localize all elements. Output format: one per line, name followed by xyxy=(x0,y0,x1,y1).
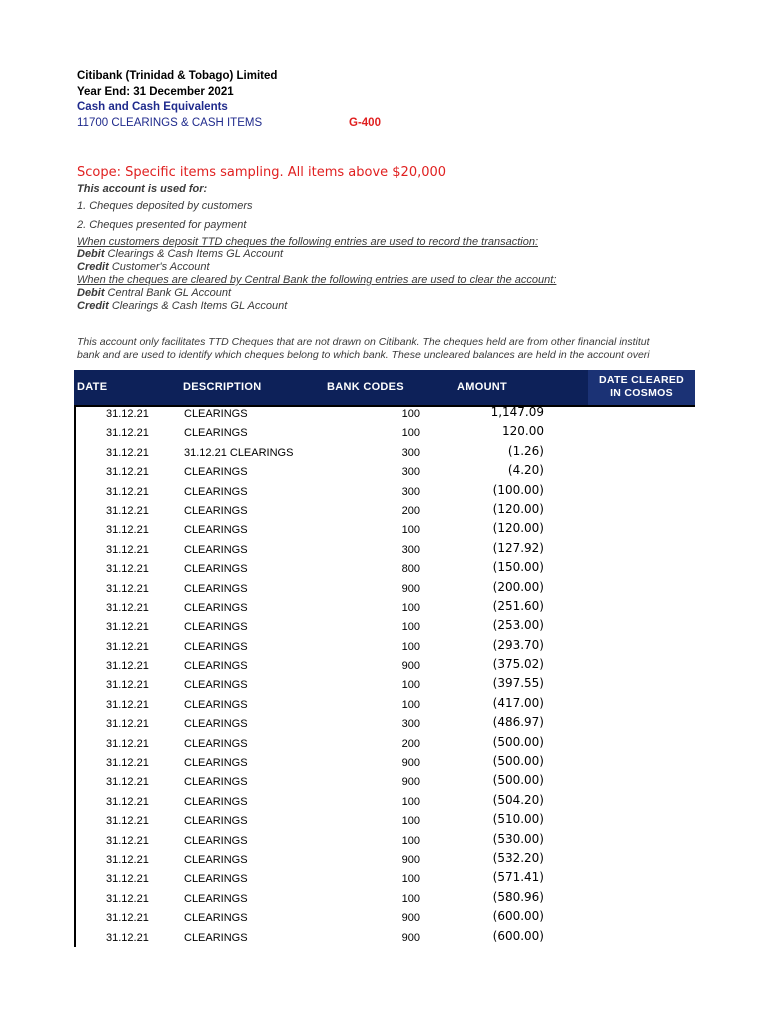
column-header-date-cleared[interactable] xyxy=(588,370,695,405)
cell-description: CLEARINGS xyxy=(184,892,248,905)
cell-date: 31.12.21 xyxy=(106,485,149,498)
cell-amount: (571.41) xyxy=(492,870,544,885)
column-header-date-cleared-line1: DATE CLEARED xyxy=(598,374,685,386)
cell-date: 31.12.21 xyxy=(106,698,149,711)
cell-amount: (504.20) xyxy=(492,792,544,807)
column-header-amount[interactable]: AMOUNT xyxy=(457,381,508,393)
table-row[interactable] xyxy=(0,463,768,482)
entry-line xyxy=(77,261,210,273)
cell-description: CLEARINGS xyxy=(184,679,248,692)
table-row[interactable] xyxy=(0,444,768,463)
section-title: Cash and Cash Equivalents xyxy=(77,101,228,113)
reference-code: G-400 xyxy=(349,117,381,129)
cell-description: CLEARINGS xyxy=(184,776,248,789)
cell-bank-code: 900 xyxy=(401,912,420,925)
cell-bank-code: 100 xyxy=(401,640,420,653)
cell-description: CLEARINGS xyxy=(184,427,248,440)
cell-date: 31.12.21 xyxy=(106,660,149,673)
cell-amount: (417.00) xyxy=(492,695,544,710)
cell-bank-code: 900 xyxy=(401,660,420,673)
cell-amount: (500.00) xyxy=(492,734,544,749)
cell-bank-code: 300 xyxy=(401,446,420,459)
cell-amount: (532.20) xyxy=(492,850,544,865)
cell-date: 31.12.21 xyxy=(106,563,149,576)
cell-amount: 1,147.09 xyxy=(490,405,544,419)
entry-line xyxy=(77,248,283,260)
account-title: 11700 CLEARINGS & CASH ITEMS xyxy=(77,117,263,129)
table-row[interactable] xyxy=(0,502,768,521)
cell-description: CLEARINGS xyxy=(184,524,248,537)
cell-description: CLEARINGS xyxy=(184,621,248,634)
cell-bank-code: 200 xyxy=(401,504,420,517)
cell-bank-code: 100 xyxy=(401,427,420,440)
cell-bank-code: 900 xyxy=(401,582,420,595)
table-row[interactable] xyxy=(0,812,768,831)
cell-amount: (251.60) xyxy=(492,598,544,613)
cell-date: 31.12.21 xyxy=(106,892,149,905)
cell-date: 31.12.21 xyxy=(106,466,149,479)
cell-amount: (600.00) xyxy=(492,928,544,943)
note-line: bank and are used to identify which cheques belong to which bank. These uncleared balances are held in the account overi xyxy=(77,349,650,361)
table-row[interactable] xyxy=(0,541,768,560)
cell-amount: (397.55) xyxy=(492,676,544,691)
cell-bank-code: 900 xyxy=(401,757,420,770)
cell-amount: 120.00 xyxy=(502,424,544,439)
cell-date: 31.12.21 xyxy=(106,543,149,556)
cell-amount: (120.00) xyxy=(492,501,544,516)
cell-date: 31.12.21 xyxy=(106,427,149,440)
cell-amount: (127.92) xyxy=(492,540,544,555)
table-row[interactable] xyxy=(0,676,768,695)
cell-bank-code: 100 xyxy=(401,408,420,420)
company-name: Citibank (Trinidad & Tobago) Limited xyxy=(77,70,278,82)
entry-text: Central Bank GL Account xyxy=(104,287,232,299)
cell-description: CLEARINGS xyxy=(184,601,248,614)
table-row[interactable] xyxy=(0,580,768,599)
table-row[interactable] xyxy=(0,521,768,540)
entry-text: Clearings & Cash Items GL Account xyxy=(104,248,284,260)
cell-bank-code: 300 xyxy=(401,466,420,479)
cell-description: CLEARINGS xyxy=(184,698,248,711)
list-item: 1. Cheques deposited by customers xyxy=(77,200,253,212)
cell-description: CLEARINGS xyxy=(184,582,248,595)
cell-amount: (500.00) xyxy=(492,773,544,788)
table-row[interactable] xyxy=(0,735,768,754)
cell-bank-code: 100 xyxy=(401,795,420,808)
cell-date: 31.12.21 xyxy=(106,446,149,459)
cell-amount: (1.26) xyxy=(507,443,544,458)
table-row[interactable] xyxy=(0,773,768,792)
table-body xyxy=(0,405,768,948)
credit-label: Credit xyxy=(77,261,109,273)
cell-description: CLEARINGS xyxy=(184,912,248,925)
column-header-date-cleared-line2: IN COSMOS xyxy=(610,387,673,399)
cell-date: 31.12.21 xyxy=(106,504,149,517)
cell-amount: (500.00) xyxy=(492,754,544,769)
cell-date: 31.12.21 xyxy=(106,795,149,808)
cell-amount: (100.00) xyxy=(492,482,544,497)
cell-description: CLEARINGS xyxy=(184,640,248,653)
cell-bank-code: 100 xyxy=(401,524,420,537)
table-row[interactable] xyxy=(0,405,768,424)
cell-date: 31.12.21 xyxy=(106,679,149,692)
cell-date: 31.12.21 xyxy=(106,834,149,847)
column-header-date[interactable]: DATE xyxy=(77,381,108,393)
cell-description: CLEARINGS xyxy=(184,408,248,420)
table-row[interactable] xyxy=(0,657,768,676)
table-row[interactable] xyxy=(0,483,768,502)
cell-description: CLEARINGS xyxy=(184,834,248,847)
cell-date: 31.12.21 xyxy=(106,408,149,420)
table-row[interactable] xyxy=(0,560,768,579)
cell-date: 31.12.21 xyxy=(106,757,149,770)
entries-clear-title: When the cheques are cleared by Central Bank the following entries are used to clear the account: xyxy=(77,274,557,286)
cell-date: 31.12.21 xyxy=(106,873,149,886)
cell-description: CLEARINGS xyxy=(184,815,248,828)
cell-amount: (510.00) xyxy=(492,812,544,827)
cell-description: CLEARINGS xyxy=(184,873,248,886)
table-row[interactable] xyxy=(0,638,768,657)
cell-bank-code: 300 xyxy=(401,543,420,556)
table-row[interactable] xyxy=(0,870,768,889)
table-row[interactable] xyxy=(0,715,768,734)
cell-description: CLEARINGS xyxy=(184,563,248,576)
credit-label: Credit xyxy=(77,300,109,312)
cell-date: 31.12.21 xyxy=(106,931,149,944)
cell-date: 31.12.21 xyxy=(106,776,149,789)
column-header-bank-codes[interactable]: BANK CODES xyxy=(327,381,404,393)
table-header xyxy=(74,370,695,407)
table-row[interactable] xyxy=(0,754,768,773)
cell-amount: (600.00) xyxy=(492,909,544,924)
cell-description: CLEARINGS xyxy=(184,931,248,944)
cell-description: CLEARINGS xyxy=(184,543,248,556)
cell-description: CLEARINGS xyxy=(184,485,248,498)
cell-amount: (150.00) xyxy=(492,560,544,575)
table-row[interactable] xyxy=(0,832,768,851)
year-end: Year End: 31 December 2021 xyxy=(77,86,234,98)
table-row[interactable] xyxy=(0,793,768,812)
cell-description: CLEARINGS xyxy=(184,466,248,479)
cell-date: 31.12.21 xyxy=(106,737,149,750)
cell-date: 31.12.21 xyxy=(106,853,149,866)
note-line: This account only facilitates TTD Cheques that are not drawn on Citibank. The cheques held are from other financial institut xyxy=(77,336,650,348)
cell-bank-code: 800 xyxy=(401,563,420,576)
cell-description: CLEARINGS xyxy=(184,504,248,517)
debit-label: Debit xyxy=(77,248,105,260)
table-row[interactable] xyxy=(0,618,768,637)
table-row[interactable] xyxy=(0,929,768,948)
entry-text: Clearings & Cash Items GL Account xyxy=(108,300,288,312)
table-row[interactable] xyxy=(0,909,768,928)
cell-amount: (253.00) xyxy=(492,618,544,633)
cell-description: CLEARINGS xyxy=(184,737,248,750)
cell-bank-code: 100 xyxy=(401,621,420,634)
cell-bank-code: 900 xyxy=(401,931,420,944)
table-row[interactable] xyxy=(0,599,768,618)
cell-date: 31.12.21 xyxy=(106,524,149,537)
cell-amount: (530.00) xyxy=(492,831,544,846)
cell-description: CLEARINGS xyxy=(184,718,248,731)
cell-amount: (200.00) xyxy=(492,579,544,594)
cell-bank-code: 300 xyxy=(401,485,420,498)
cell-date: 31.12.21 xyxy=(106,718,149,731)
cell-date: 31.12.21 xyxy=(106,601,149,614)
table-row[interactable] xyxy=(0,851,768,870)
cell-description: CLEARINGS xyxy=(184,757,248,770)
cell-bank-code: 100 xyxy=(401,892,420,905)
cell-amount: (580.96) xyxy=(492,889,544,904)
cell-description: CLEARINGS xyxy=(184,853,248,866)
cell-amount: (486.97) xyxy=(492,715,544,730)
cell-bank-code: 300 xyxy=(401,718,420,731)
scope-statement: Scope: Specific items sampling. All items above $20,000 xyxy=(77,165,447,180)
cell-bank-code: 100 xyxy=(401,873,420,886)
entries-deposit-title: When customers deposit TTD cheques the following entries are used to record the transaction: xyxy=(77,236,539,248)
cell-bank-code: 200 xyxy=(401,737,420,750)
cell-date: 31.12.21 xyxy=(106,912,149,925)
cell-date: 31.12.21 xyxy=(106,582,149,595)
entry-line xyxy=(77,300,287,312)
cell-bank-code: 100 xyxy=(401,601,420,614)
cell-bank-code: 100 xyxy=(401,679,420,692)
cell-date: 31.12.21 xyxy=(106,815,149,828)
cell-amount: (4.20) xyxy=(507,463,544,478)
cell-bank-code: 100 xyxy=(401,698,420,711)
cell-amount: (375.02) xyxy=(492,657,544,672)
entry-line xyxy=(77,287,231,299)
cell-bank-code: 900 xyxy=(401,776,420,789)
used-for-heading: This account is used for: xyxy=(77,183,208,195)
column-header-description[interactable]: DESCRIPTION xyxy=(183,381,262,393)
cell-date: 31.12.21 xyxy=(106,640,149,653)
cell-bank-code: 100 xyxy=(401,834,420,847)
cell-bank-code: 100 xyxy=(401,815,420,828)
entry-text: Customer's Account xyxy=(108,261,210,273)
cell-date: 31.12.21 xyxy=(106,621,149,634)
cell-amount: (293.70) xyxy=(492,637,544,652)
cell-amount: (120.00) xyxy=(492,521,544,536)
cell-description: 31.12.21 CLEARINGS xyxy=(184,446,294,459)
table-row[interactable] xyxy=(0,424,768,443)
cell-description: CLEARINGS xyxy=(184,660,248,673)
cell-bank-code: 900 xyxy=(401,853,420,866)
table-row[interactable] xyxy=(0,696,768,715)
list-item: 2. Cheques presented for payment xyxy=(77,219,247,231)
debit-label: Debit xyxy=(77,287,105,299)
cell-description: CLEARINGS xyxy=(184,795,248,808)
table-row[interactable] xyxy=(0,890,768,909)
